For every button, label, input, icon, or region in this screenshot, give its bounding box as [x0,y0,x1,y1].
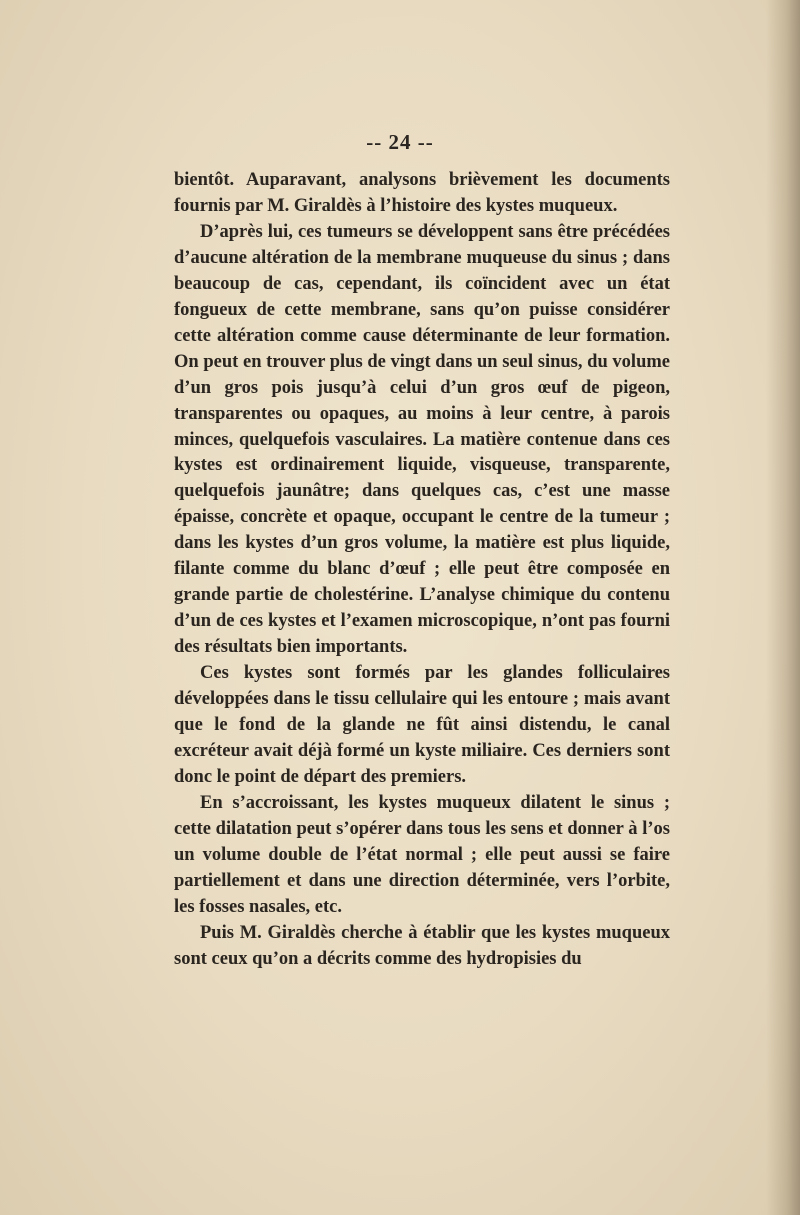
paragraph-1: bientôt. Auparavant, analysons brièvement les documents fournis par M. Giraldès à l’histoire des kystes muqueux. [174,170,670,216]
paragraph-5: Puis M. Giraldès cherche à établir que les kystes muqueux sont ceux qu’on a décrits comme des hydropisies du [174,922,670,969]
paragraph-3: Ces kystes sont formés par les glandes folliculaires développées dans le tissu cellulaire qui les entoure ; mais avant que le fond de la glande ne fût ainsi distendu, le canal excréteur avait déjà formé un kyste miliaire. Ces derniers sont donc le point de départ des premiers. [174,663,670,787]
spine-shadow [766,0,800,1215]
paragraph-2: D’après lui, ces tumeurs se développent sans être précédées d’aucune altération de la membrane muqueuse du sinus ; dans beaucoup de cas, cependant, ils coïncident avec un état fongueux de cette membrane, sans qu’on puisse considérer cette altération comme cause déterminante de leur formation. On peut en trouver plus de vingt dans un seul sinus, du volume d’un gros pois jusqu’à celui d’un gros œuf de pigeon, transparentes ou opaques, au moins à leur centre, à parois minces, quelquefois vasculaires. La matière contenue dans ces kystes est ordinairement liquide, visqueuse, transparente, quelquefois jaunâtre; dans quelques cas, c’est une masse épaisse, concrète et opaque, occupant le centre de la tumeur ; dans les kystes d’un gros volume, la matière est plus liquide, filante comme du blanc d’œuf ; elle peut être composée en grande partie de cholestérine. L’analyse chimique du contenu d’un de ces kystes et l’examen microscopique, n’ont pas fourni des résultats bien importants. [174,221,670,658]
paragraph-4: En s’accroissant, les kystes muqueux dilatent le sinus ; cette dilatation peut s’opérer dans tous les sens et donner à l’os un volume double de l’état normal ; elle peut aussi se faire partiellement et dans une direction déterminée, vers l’orbite, les fosses nasales, etc. [174,792,670,917]
page-body-text [174,168,670,973]
page-number: -- 24 -- [366,130,434,154]
